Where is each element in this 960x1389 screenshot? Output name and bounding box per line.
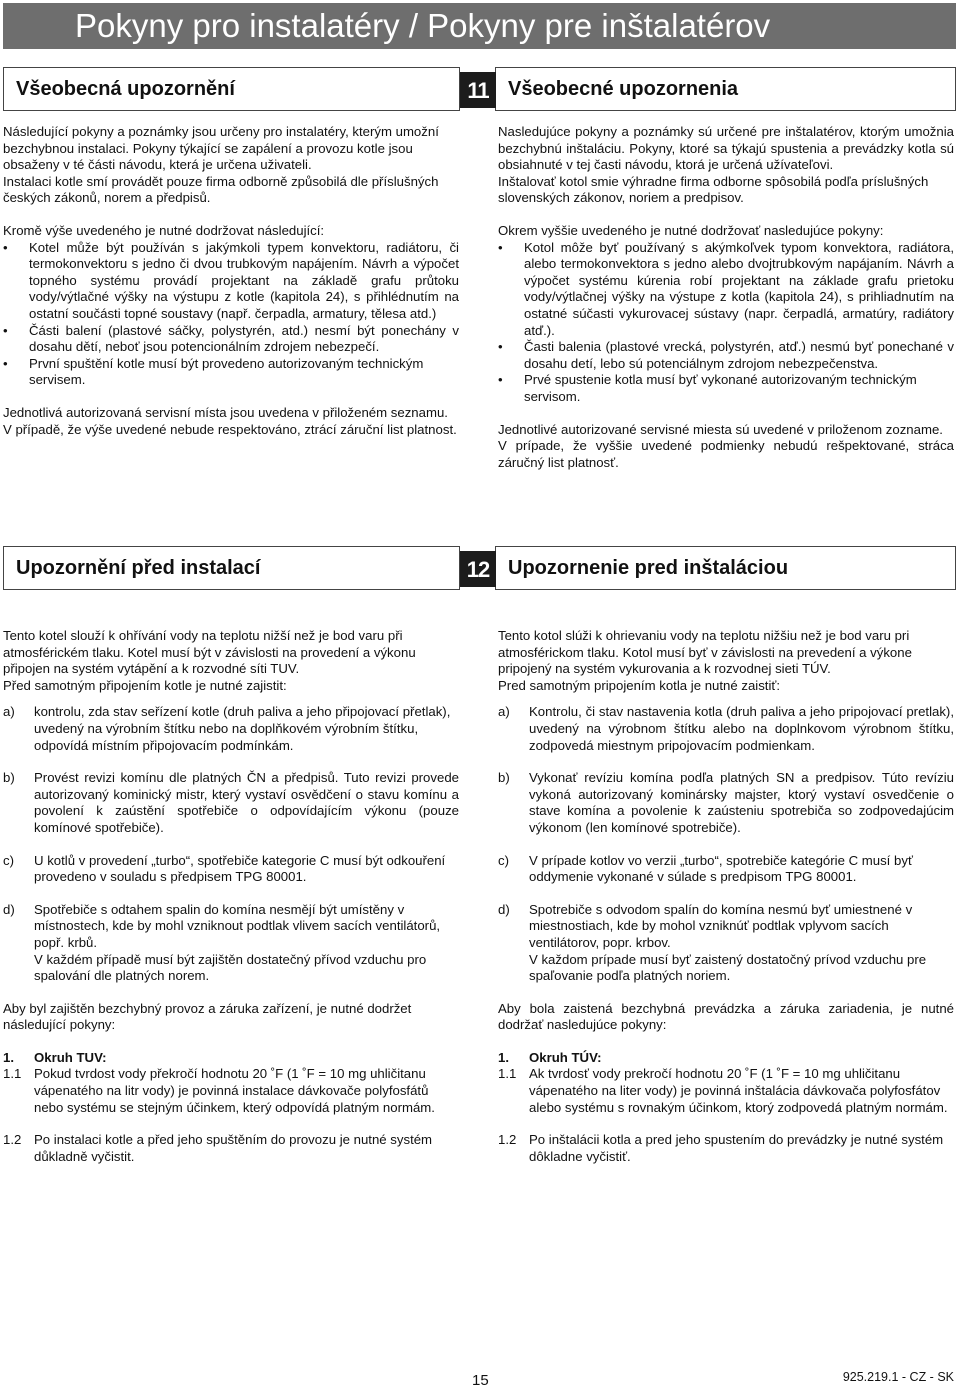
paragraph: Tento kotel slouží k ohřívání vody na teplotu nižší než je bod varu při atmosférickém tlaku. Kotel musí být v závislosti na provedení a výkonu připojen na systém vytápění a k rozvodné síti TUV. xyxy=(3,628,416,677)
bullet-item: • Kotel může být používán s jakýmkoli typem konvektoru, radiátoru, či termokonvektoru s jedno či dvou trubkovým napájením. Návrh a výpočet topného systému provádí projektant na základě grafu průtoku vody/výtlačné výšky na výstupu z kotle (kapitola 24), s přihlédnutím na ostatní součásti topné soustavy (např. čerpadla, armatury, tělesa atd.) xyxy=(3,239,459,321)
paragraph: Inštalovať kotol smie výhradne firma odborne spôsobilá podľa príslušných slovenských zákonov, noriem a predpisov. xyxy=(498,173,929,206)
bullet-item: • Části balení (plastové sáčky, polystyrén, atd.) nesmí být ponechány v dosahu dětí, neboť jsou potencionálním zdrojem nebezpečí. xyxy=(3,322,459,355)
page-number: 15 xyxy=(472,1372,489,1389)
section-12-sk-column xyxy=(498,628,954,1165)
document-code: 925.219.1 - CZ - SK xyxy=(842,1370,954,1384)
section-11-sk-column xyxy=(498,124,954,471)
section-12-heading-cz: Upozornění před instalací xyxy=(3,546,460,590)
paragraph: Pred samotným pripojením kotla je nutné zaistiť: xyxy=(498,677,781,693)
section-11-heading-sk: Všeobecné upozornenia xyxy=(495,67,956,111)
bullet-item: • Kotol môže byť používaný s akýmkoľvek typom konvektora, radiátora, alebo termokonvektora s jedno alebo dvojtrubkovým napájaním. Návrh a výpočet systému kúrenia robí projektant na základe grafu prietoku vody/výtlačnej výšky na výstupe z kotla (kapitola 24), s prihliadnutím na ostatné súčasti vykurovacej sústavy (napr. čerpadlá, armatúry, radiátory atď.). xyxy=(498,239,954,338)
paragraph: Aby bola zaistená bezchybná prevádzka a záruka zariadenia, je nutné dodržať nasledujúce pokyny: xyxy=(498,1000,954,1033)
list-item: d) Spotrebiče s odvodom spalín do komína nesmú byť umiestnené v miestnostiach, kde by mohol vzniknúť podtlak vplyvom sacích ventilátorov, popr. krbov. V každom prípade musí byť zaistený dostatočný prívod vzduchu pre spaľovanie podľa platných noriem. xyxy=(498,901,927,984)
paragraph: Kromě výše uvedeného je nutné dodržovat následující: xyxy=(3,222,325,238)
section-12-number: 12 xyxy=(460,551,496,587)
bullet-item: • Prvé spustenie kotla musí byť vykonané autorizovaným technickým servisom. xyxy=(498,372,917,404)
paragraph: Jednotlivá autorizovaná servisní místa jsou uvedena v přiloženém seznamu. xyxy=(3,404,448,420)
list-item: a) Kontrolu, či stav nastavenia kotla (druh paliva a jeho pripojovací pretlak), uvedený na výrobnom štítku alebo na doplnkovom výrobnom štítku, zodpovedá miestnym pripojovacím podmienkam. xyxy=(498,704,954,753)
list-item: 1.2 Po inštalácii kotla a pred jeho spustením do prevádzky je nutné systém dôkladne vyčistiť. xyxy=(498,1132,944,1164)
sub-heading: 1. Okruh TÚV: xyxy=(498,1049,602,1065)
bullet-item: • První spuštění kotle musí být provedeno autorizovaným technickým servisem. xyxy=(3,355,424,388)
list-item: b) Vykonať revíziu komína podľa platných SN a predpisov. Túto revíziu vykoná autorizovaný kominársky majster, ktorý vystaví osvedčenie o stave komína a povolenie k zaústeniu spotrebiča so zodpovedajúcim výkonom (len komínové spotrebiče). xyxy=(498,770,954,835)
bullet-item: • Časti balenia (plastové vrecká, polystyrén, atď.) nesmú byť ponechané v dosahu detí, lebo sú potenciálnym zdrojom nebezpečenstva. xyxy=(498,339,954,371)
paragraph: Tento kotol slúži k ohrievaniu vody na teplotu nižšiu než je bod varu pri atmosférickom tlaku. Kotol musí byť v závislosti na prevedení a výkone pripojený na systém vykurovania a k rozvodnej sieti TÚV. xyxy=(498,628,912,677)
paragraph: Nasledujúce pokyny a poznámky sú určené pre inštalatérov, ktorým umožnia bezchybnú inštaláciu. Pokyny, ktoré sa týkajú spustenia a prevádzky kotla sú obsiahnuté v tej časti návodu, ktorá je určená užívateľovi. xyxy=(498,124,954,173)
sub-heading: 1. Okruh TUV: xyxy=(3,1049,107,1065)
paragraph: Instalaci kotle smí provádět pouze firma odborně způsobilá dle příslušných českých zákonů, norem a předpisů. xyxy=(3,173,439,206)
paragraph: Okrem vyššie uvedeného je nutné dodržovať nasledujúce pokyny: xyxy=(498,222,884,238)
page-title: Pokyny pro instalatéry / Pokyny pre inštalatérov xyxy=(3,3,956,49)
paragraph: V prípade, že vyššie uvedené podmienky nebudú rešpektované, stráca záručný list platnosť. xyxy=(498,438,954,470)
paragraph: Aby byl zajištěn bezchybný provoz a záruka zařízení, je nutné dodržet následující pokyny: xyxy=(3,1000,412,1033)
list-item: b) Provést revizi komínu dle platných ČN a předpisů. Tuto revizi provede autorizovaný kominický mistr, který vystaví osvědčení o stavu komínu a povolení k zaústění spotřebiče o odpovídajícím výkonu (pouze komínové spotřebiče). xyxy=(3,770,459,835)
section-11-heading-cz: Všeobecná upozornění xyxy=(3,67,460,111)
list-item: c) V prípade kotlov vo verzii „turbo“, spotrebiče kategórie C musí byť oddymenie vykonané v súlade s predpisom TPG 80001. xyxy=(498,852,913,885)
list-item: 1.1 Ak tvrdosť vody prekročí hodnotu 20 ˚F (1 ˚F = 10 mg uhličitanu vápenatého na liter vody) je povinná inštalácia dávkovača polyfosfátov alebo systému s rovnakým účinkom, ktorý zodpovedá platným normám. xyxy=(498,1066,948,1115)
section-12-heading-sk: Upozornenie pred inštaláciou xyxy=(495,546,956,590)
section-11-cz-column xyxy=(3,124,459,438)
paragraph: Před samotným připojením kotle je nutné zajistit: xyxy=(3,677,287,693)
paragraph: V případě, že výše uvedené nebude respektováno, ztrácí záruční list platnost. xyxy=(3,421,457,437)
list-item: d) Spotřebiče s odtahem spalin do komína nesmějí být umístěny v místnostech, kde by mohl vzniknout podtlak vlivem sacích ventilátorů, popř. krbů. V každém případě musí být zajištěn dostatečný přívod vzduchu pro spalování dle platných norem. xyxy=(3,901,441,984)
list-item: c) U kotlů v provedení „turbo“, spotřebiče kategorie C musí být odkouření provedeno v souladu s předpisem TPG 80001. xyxy=(3,852,446,885)
list-item: a) kontrolu, zda stav seřízení kotle (druh paliva a jeho připojovací přetlak), uvedený na výrobním štítku nebo na doplňkovém výrobním štítku, odpovídá místním připojovacím podmínkám. xyxy=(3,704,451,753)
list-item: 1.2 Po instalaci kotle a před jeho spuštěním do provozu je nutné systém důkladně vyčistit. xyxy=(3,1132,433,1164)
list-item: 1.1 Pokud tvrdost vody překročí hodnotu 20 ˚F (1 ˚F = 10 mg uhličitanu vápenatého na litr vody) je povinná instalace dávkovače polyfosfátů nebo systému se stejným účinkem, který odpovídá platným normám. xyxy=(3,1066,435,1115)
paragraph: Jednotlivé autorizované servisné miesta sú uvedené v priloženom zozname. xyxy=(498,421,943,437)
section-12-cz-column xyxy=(3,628,459,1165)
paragraph: Následující pokyny a poznámky jsou určeny pro instalatéry, kterým umožní bezchybnou instalaci. Pokyny týkající se zapálení a provozu kotle jsou obsaženy v té části návodu, která je určena uživateli. xyxy=(3,124,439,173)
section-11-number: 11 xyxy=(460,72,496,108)
